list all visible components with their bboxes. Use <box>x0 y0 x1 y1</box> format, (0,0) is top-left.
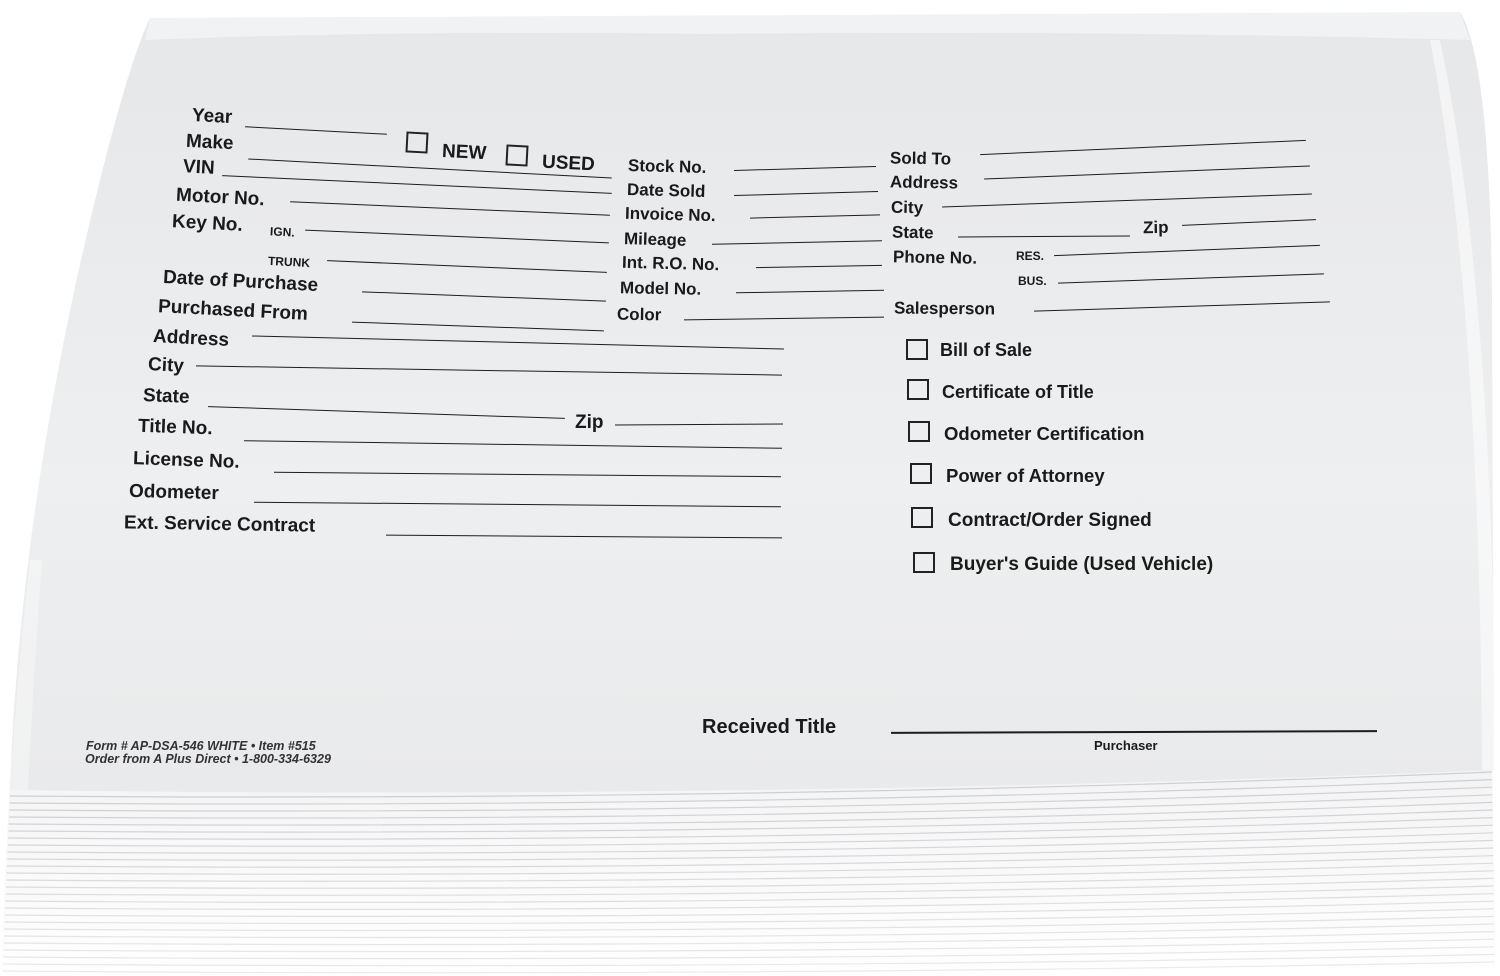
date-of-purchase-label: Date of Purchase <box>162 266 319 297</box>
stock-no-line <box>734 166 876 171</box>
buyer-city-line <box>942 194 1312 208</box>
odometer-label: Odometer <box>128 480 220 505</box>
address-line <box>252 336 784 350</box>
res-label: RES. <box>1016 249 1045 263</box>
contract-order-signed-checkbox[interactable] <box>911 507 933 528</box>
date-of-purchase-line <box>362 291 606 301</box>
purchased-from-line <box>352 322 604 332</box>
bus-label: BUS. <box>1018 274 1047 288</box>
date-sold-label: Date Sold <box>626 179 706 202</box>
title-no-label: Title No. <box>137 415 213 440</box>
invoice-no-line <box>750 214 880 218</box>
new-checkbox[interactable] <box>405 131 428 153</box>
odometer-certification-checkbox[interactable] <box>908 421 930 442</box>
trunk-line <box>327 260 607 273</box>
salesperson-label: Salesperson <box>893 298 996 319</box>
ext-service-contract-label: Ext. Service Contract <box>123 512 316 537</box>
key-no-label: Key No. <box>171 211 244 236</box>
make-label: Make <box>185 130 235 155</box>
purchaser-label: Purchaser <box>1094 738 1158 753</box>
phone-no-label: Phone No. <box>892 247 978 268</box>
city-line <box>196 365 782 375</box>
motor-no-line <box>290 201 610 215</box>
order-from-text: Order from A Plus Direct • 1-800-334-6329 <box>85 752 331 766</box>
model-no-label: Model No. <box>619 278 702 299</box>
date-sold-line <box>734 191 878 196</box>
buyer-zip-label: Zip <box>1142 217 1169 238</box>
zip-line <box>615 424 783 426</box>
trunk-label: TRUNK <box>267 253 311 271</box>
checklist-item-label: Certificate of Title <box>942 382 1094 402</box>
stock-no-label: Stock No. <box>627 155 707 178</box>
checklist-item-label: Power of Attorney <box>946 465 1105 486</box>
ext-service-contract-line <box>386 535 782 539</box>
checklist-item-label: Contract/Order Signed <box>948 510 1152 531</box>
new-label: NEW <box>441 140 487 165</box>
int-ro-no-line <box>756 265 882 268</box>
ign-label: IGN. <box>269 224 296 240</box>
received-title-label: Received Title <box>702 716 837 738</box>
sold-to-label: Sold To <box>889 148 952 169</box>
buyer-zip-line <box>1182 219 1316 226</box>
state-label: State <box>142 385 190 408</box>
license-no-line <box>274 472 781 477</box>
purchased-from-label: Purchased From <box>157 296 309 325</box>
bus-line <box>1058 273 1324 283</box>
received-title-line <box>891 730 1377 734</box>
salesperson-line <box>1034 301 1330 311</box>
checklist-item-label: Odometer Certification <box>944 423 1145 444</box>
address-label: Address <box>152 326 230 351</box>
buyer-address-line <box>984 165 1310 179</box>
motor-no-label: Motor No. <box>175 184 266 211</box>
buyer-address-label: Address <box>889 172 959 193</box>
year-label: Year <box>191 104 233 129</box>
res-line <box>1054 245 1320 256</box>
ign-line <box>305 230 609 244</box>
color-label: Color <box>616 304 662 325</box>
form-id-text: Form # AP-DSA-546 WHITE • Item #515 <box>86 739 316 753</box>
power-of-attorney-checkbox[interactable] <box>910 463 932 484</box>
odometer-line <box>254 502 781 508</box>
invoice-no-label: Invoice No. <box>624 203 716 226</box>
buyer-city-label: City <box>890 197 924 218</box>
year-line <box>245 126 387 134</box>
buyer-state-label: State <box>891 222 934 243</box>
mileage-label: Mileage <box>623 229 687 250</box>
int-ro-no-label: Int. R.O. No. <box>621 252 720 275</box>
buyer-state-line <box>958 236 1130 238</box>
vin-label: VIN <box>182 156 216 179</box>
model-no-line <box>736 290 884 294</box>
buyers-guide-checkbox[interactable] <box>913 552 935 573</box>
zip-label: Zip <box>575 412 604 433</box>
mileage-line <box>712 240 882 245</box>
checklist-item-label: Buyer's Guide (Used Vehicle) <box>950 554 1214 575</box>
color-line <box>684 317 884 321</box>
sold-to-line <box>980 140 1306 155</box>
checklist-item-label: Bill of Sale <box>940 340 1033 360</box>
used-label: USED <box>541 151 596 176</box>
license-no-label: License No. <box>132 448 240 473</box>
state-line <box>208 406 565 419</box>
used-checkbox[interactable] <box>505 144 528 166</box>
title-no-line <box>244 440 782 449</box>
bill-of-sale-checkbox[interactable] <box>906 339 928 360</box>
certificate-of-title-checkbox[interactable] <box>907 379 929 400</box>
city-label: City <box>147 354 185 377</box>
vin-line <box>222 175 612 194</box>
